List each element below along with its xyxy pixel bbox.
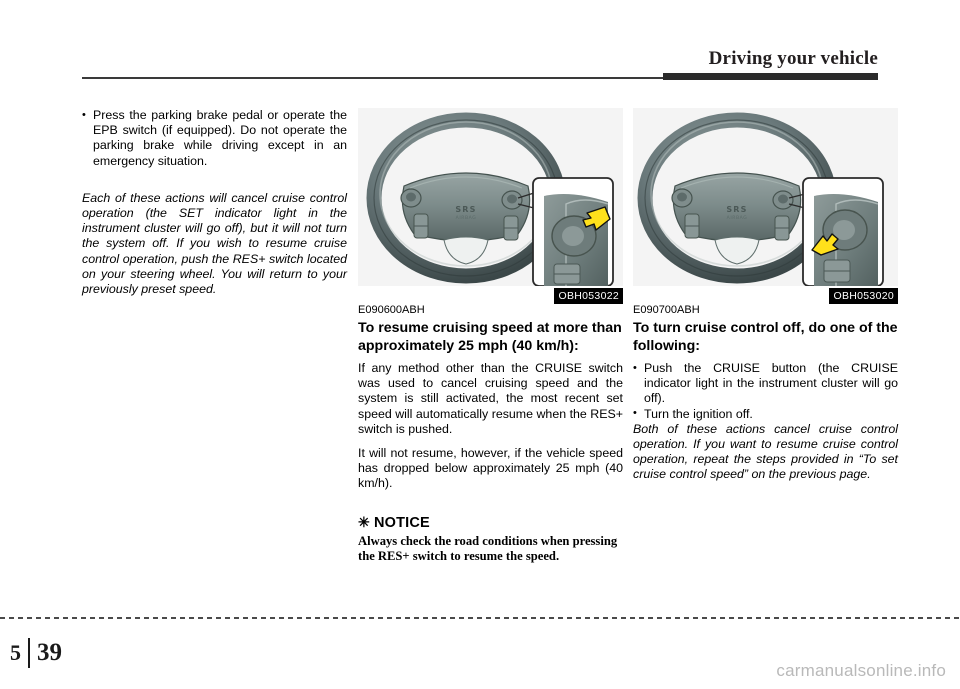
steering-wheel-illustration	[358, 108, 623, 286]
header-rule-thick	[663, 73, 878, 80]
svg-text:AIRBAG: AIRBAG	[726, 216, 748, 221]
right-bullet-list	[633, 361, 898, 422]
figure-resume-cruising	[358, 108, 623, 304]
spacer	[358, 492, 623, 514]
steering-wheel-image-cruise-button	[633, 108, 898, 286]
chapter-number: 5	[10, 640, 21, 665]
list-item: • Turn the ignition off.	[633, 407, 898, 422]
steering-wheel-illustration	[633, 108, 898, 286]
section-heading: To turn cruise control off, do one of the following:	[633, 320, 898, 354]
notice-block	[358, 514, 623, 564]
page-number: 39	[37, 639, 62, 666]
svg-text:SRS: SRS	[455, 205, 477, 214]
page-title: Driving your vehicle	[708, 48, 878, 69]
figure-caption-row	[633, 288, 898, 304]
figure-cruise-off	[633, 108, 898, 304]
figure-caption: OBH053022	[554, 288, 624, 304]
svg-text:SRS: SRS	[726, 205, 748, 214]
middle-column	[358, 108, 623, 564]
figure-code-label: E090700ABH	[633, 304, 700, 316]
right-italic-paragraph: Both of these actions cancel cruise control operation. If you want to resume cruise control operation, repeat the steps provided in “To set cruise control speed” on the previous page.	[633, 421, 898, 482]
paragraph: It will not resume, however, if the vehicle speed has dropped below approximately 25 mph (40 km/h).	[358, 446, 623, 491]
left-column	[82, 108, 347, 297]
figure-caption: OBH053020	[829, 288, 899, 304]
right-column	[633, 108, 898, 483]
footer-dashed-rule	[0, 617, 960, 619]
spacer	[82, 169, 347, 191]
steering-wheel-image-res-plus	[358, 108, 623, 286]
notice-heading	[358, 514, 623, 531]
notice-title: NOTICE	[373, 514, 430, 531]
section-heading: To resume cruising speed at more than approximately 25 mph (40 km/h):	[358, 320, 622, 354]
page-marker	[10, 636, 62, 670]
spacer	[358, 437, 623, 446]
list-item: • Push the CRUISE button (the CRUISE indicator light in the instrument cluster will go off).	[633, 361, 898, 407]
figure-code-label: E090600ABH	[358, 304, 425, 316]
page-header	[0, 0, 960, 90]
watermark: carmanualsonline.info	[776, 661, 946, 680]
list-item: • Press the parking brake pedal or operate the EPB switch (if equipped). Do not operate the parking brake while driving except in an emergency situation.	[82, 108, 347, 169]
asterisk-icon: ✳	[358, 513, 370, 530]
notice-body: Always check the road conditions when pressing the RES+ switch to resume the speed.	[358, 533, 618, 563]
figure-caption-row	[358, 288, 623, 304]
left-bullet-list	[82, 108, 347, 169]
paragraph: If any method other than the CRUISE switch was used to cancel cruising speed and the system is still activated, the most recent set speed will automatically resume when the RES+ switch is pushed.	[358, 361, 623, 436]
svg-text:AIRBAG: AIRBAG	[455, 216, 477, 221]
left-italic-paragraph: Each of these actions will cancel cruise control operation (the SET indicator light in the instrument cluster will go off), but it will not turn the system off. If you wish to resume cruise control operation, push the RES+ switch located on your steering wheel. You will return to your previously preset speed.	[82, 190, 347, 297]
